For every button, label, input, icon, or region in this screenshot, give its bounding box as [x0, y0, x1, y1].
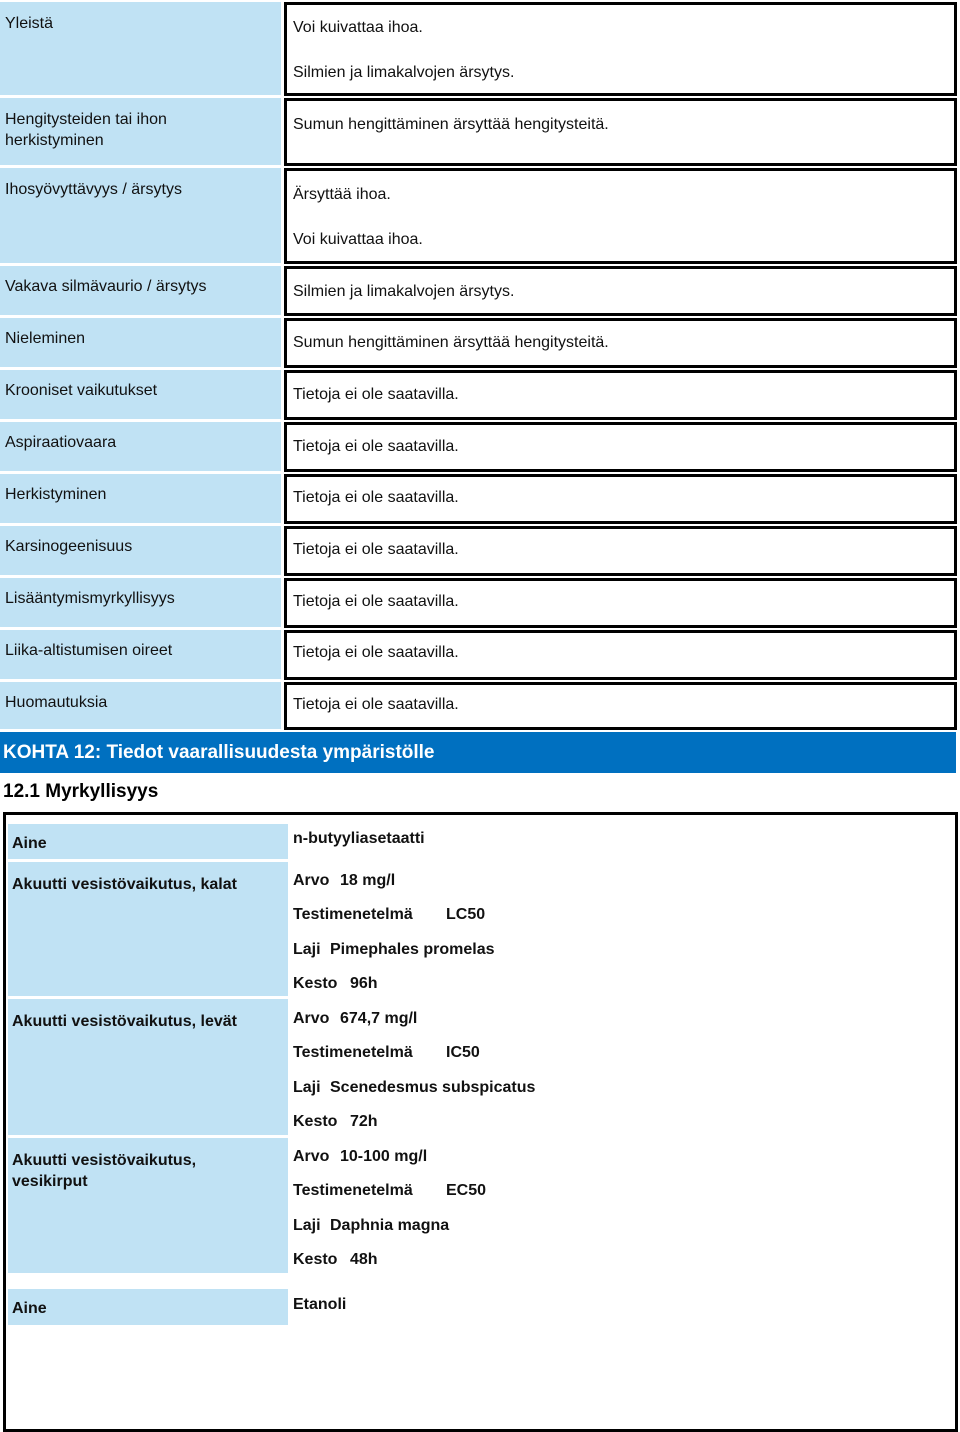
section-12-heading: KOHTA 12: Tiedot vaarallisuudesta ympäristölle [0, 732, 956, 773]
substance-label-1: Aine [8, 824, 288, 859]
daphnia-toxicity-label [8, 1138, 288, 1273]
fish-toxicity-label: Akuutti vesistövaikutus, kalat [8, 862, 288, 996]
fish-duration-value: 96h [350, 975, 378, 992]
row-value-notes: Tietoja ei ole saatavilla. [293, 696, 459, 713]
row-value-skin-2: Voi kuivattaa ihoa. [293, 231, 423, 248]
algae-arvo-value: 674,7 mg/l [340, 1010, 418, 1027]
fish-arvo-label: Arvo [293, 872, 330, 889]
substance-label-2: Aine [8, 1289, 288, 1325]
fish-method-value: LC50 [446, 906, 486, 923]
daphnia-method-value: EC50 [446, 1182, 487, 1199]
fish-method-label: Testimenetelmä [293, 906, 413, 923]
fish-species-value: Pimephales promelas [330, 941, 495, 958]
row-value-chronic: Tietoja ei ole saatavilla. [293, 386, 459, 403]
row-label-respiratory: Hengitysteiden tai ihon herkistyminen [0, 98, 281, 165]
daphnia-species-value: Daphnia magna [330, 1217, 450, 1234]
row-label-reproductive: Lisääntymismyrkyllisyys [0, 578, 281, 627]
daphnia-label-line2: vesikirput [12, 1173, 88, 1190]
algae-species-label: Laji [293, 1079, 321, 1096]
row-value-aspiration: Tietoja ei ole saatavilla. [293, 438, 459, 455]
row-label-ingestion: Nieleminen [0, 318, 281, 367]
row-label-chronic: Krooniset vaikutukset [0, 370, 281, 419]
daphnia-arvo-value: 10-100 mg/l [340, 1148, 428, 1165]
row-value-ingestion: Sumun hengittäminen ärsyttää hengitysteitä. [293, 334, 609, 351]
algae-species-value: Scenedesmus subspicatus [330, 1079, 536, 1096]
algae-method-label: Testimenetelmä [293, 1044, 413, 1061]
substance-name-2: Etanoli [293, 1296, 347, 1313]
row-label-sensitization: Herkistyminen [0, 474, 281, 523]
algae-toxicity-label: Akuutti vesistövaikutus, levät [8, 999, 288, 1135]
row-label-general: Yleistä [0, 2, 281, 95]
daphnia-duration-value: 48h [350, 1251, 378, 1268]
algae-method-value: IC50 [446, 1044, 480, 1061]
row-value-skin-1: Ärsyttää ihoa. [293, 186, 391, 203]
row-label-carcinogenicity: Karsinogeenisuus [0, 526, 281, 575]
algae-duration-label: Kesto [293, 1113, 338, 1130]
substance-name-1: n-butyyliasetaatti [293, 830, 425, 847]
daphnia-species-label: Laji [293, 1217, 321, 1234]
fish-duration-label: Kesto [293, 975, 338, 992]
row-label-eye: Vakava silmävaurio / ärsytys [0, 266, 281, 315]
row-value-carcinogenicity: Tietoja ei ole saatavilla. [293, 541, 459, 558]
algae-duration-value: 72h [350, 1113, 378, 1130]
row-label-overexposure: Liika-altistumisen oireet [0, 630, 281, 679]
row-value-general-1: Voi kuivattaa ihoa. [293, 19, 423, 36]
daphnia-label-line1: Akuutti vesistövaikutus, [12, 1152, 197, 1169]
row-label-skin: Ihosyövyttävyys / ärsytys [0, 168, 281, 263]
fish-species-label: Laji [293, 941, 321, 958]
daphnia-duration-label: Kesto [293, 1251, 338, 1268]
daphnia-arvo-label: Arvo [293, 1148, 330, 1165]
row-value-eye: Silmien ja limakalvojen ärsytys. [293, 283, 515, 300]
row-value-sensitization: Tietoja ei ole saatavilla. [293, 489, 459, 506]
row-label-notes: Huomautuksia [0, 682, 281, 729]
row-label-aspiration: Aspiraatiovaara [0, 422, 281, 471]
row-value-reproductive: Tietoja ei ole saatavilla. [293, 593, 459, 610]
daphnia-method-label: Testimenetelmä [293, 1182, 413, 1199]
algae-arvo-label: Arvo [293, 1010, 330, 1027]
row-value-respiratory: Sumun hengittäminen ärsyttää hengitysteitä. [293, 116, 609, 133]
fish-arvo-value: 18 mg/l [340, 872, 396, 889]
row-value-overexposure: Tietoja ei ole saatavilla. [293, 644, 459, 661]
section-12-1-subheading: 12.1 Myrkyllisyys [3, 781, 159, 802]
row-value-general-2: Silmien ja limakalvojen ärsytys. [293, 64, 515, 81]
